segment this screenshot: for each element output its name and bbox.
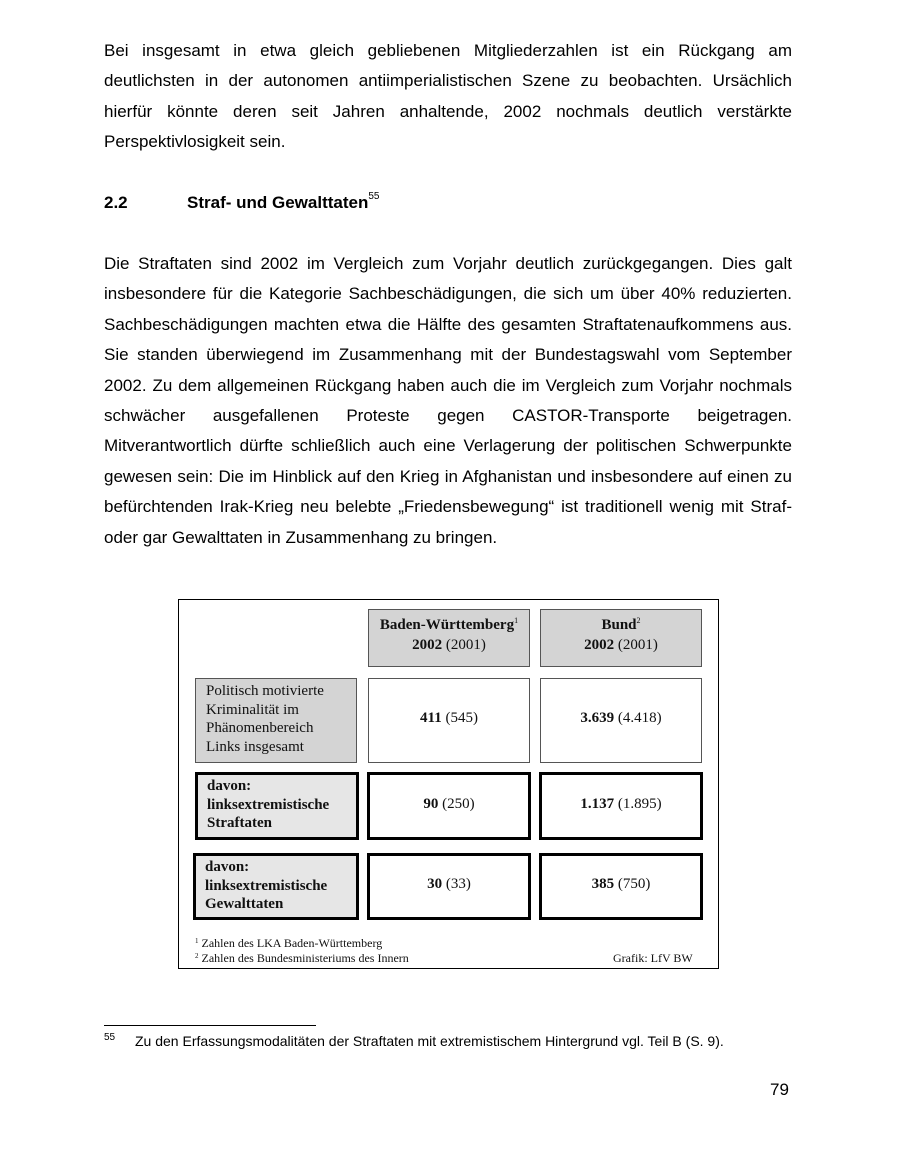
column-header-bund-name: Bund	[601, 617, 637, 633]
row-label-line: Links insgesamt	[206, 738, 304, 755]
section-title: Straf- und Gewalttaten	[187, 193, 369, 212]
value-gewalttaten-bw	[367, 853, 531, 920]
row-label-straftaten	[195, 772, 359, 840]
figure-credit: Grafik: LfV BW	[613, 951, 693, 965]
row-label-line: davon:	[207, 778, 252, 794]
row-label-line: linksextremistische	[205, 877, 328, 894]
value-straftaten-bw	[367, 772, 531, 840]
value-total-bund	[540, 678, 702, 763]
statistics-figure	[178, 599, 719, 969]
column-header-bund-year: 2002	[584, 637, 615, 653]
footnote-text: Zu den Erfassungsmodalitäten der Straftaten mit extremistischem Hintergrund vgl. Teil B (S. 9).	[135, 1033, 724, 1049]
value-current: 1.137	[580, 795, 615, 812]
row-label-line: davon:	[205, 859, 250, 875]
value-current: 385	[591, 876, 615, 892]
value-previous: (4.418)	[617, 710, 662, 726]
value-previous: (33)	[445, 876, 471, 892]
row-label-line: Kriminalität im	[206, 701, 299, 718]
value-total-bw	[368, 678, 530, 763]
value-current: 90	[423, 795, 439, 812]
column-header-bund-sup: 2	[636, 616, 641, 625]
figure-note-mark: 2	[195, 952, 199, 960]
body-paragraph: Die Straftaten sind 2002 im Vergleich zum Vorjahr deutlich zurückgegangen. Dies galt insbesondere für die Kategorie Sachbeschädigungen, die sich um über 40% reduzierten. Sachbeschädigungen machten etwa die Hälfte des gesamten Straftatenaufkommens aus. Sie standen überwiegend im Zusammenhang mit der Bundestagswahl vom September 2002. Zu dem allgemeinen Rückgang haben auch die im Vergleich zum Vorjahr nochmals schwächer ausgefallenen Proteste gegen CASTOR-Transporte beigetragen. Mitverantwortlich dürfte schließlich auch eine Verlagerung der politischen Schwerpunkte gewesen sein: Die im Hinblick auf den Krieg in Afghanistan und insbesondere auf einen zu befürchtenden Irak-Krieg neu belebte „Friedensbewegung“ ist traditionell wenig mit Straf- oder gar Gewalttaten in Zusammenhang zu bringen.	[104, 254, 792, 547]
value-current: 3.639	[580, 710, 615, 726]
row-label-total	[195, 678, 357, 763]
figure-note-1	[195, 936, 382, 951]
column-header-bw	[368, 609, 530, 667]
footnote-separator	[104, 1025, 316, 1026]
page-number: 79	[770, 1080, 789, 1099]
row-label-line: Straftaten	[207, 815, 272, 831]
value-previous: (1.895)	[617, 795, 662, 812]
column-header-bw-name: Baden-Württemberg	[379, 617, 515, 633]
value-gewalttaten-bund	[539, 853, 703, 920]
figure-note-2	[195, 951, 409, 966]
row-label-line: Phänomenbereich	[206, 720, 314, 736]
row-label-line: Politisch motivierte	[206, 683, 324, 699]
intro-paragraph: Bei insgesamt in etwa gleich gebliebenen Mitgliederzahlen ist ein Rückgang am deutlichsten in der autonomen antiimperialistischen Szene zu beobachten. Ursächlich hierfür könnte deren seit Jahren anhaltende, 2002 nochmals deutlich verstärkte Perspektivlosigkeit sein.	[104, 41, 792, 152]
column-header-bw-prev-year: (2001)	[445, 637, 486, 653]
value-current: 30	[427, 876, 443, 892]
row-label-line: Gewalttaten	[205, 896, 284, 912]
column-header-bw-year: 2002	[412, 637, 443, 653]
figure-note-mark: 1	[195, 937, 199, 945]
section-number: 2.2	[104, 193, 128, 212]
value-straftaten-bund	[539, 772, 703, 840]
value-current: 411	[420, 710, 442, 726]
row-label-line: linksextremistische	[207, 796, 330, 813]
column-header-bund-prev-year: (2001)	[617, 637, 658, 653]
value-previous: (545)	[445, 710, 478, 726]
figure-note-text: Zahlen des Bundesministeriums des Innern	[201, 951, 409, 965]
section-footnote-ref[interactable]: 55	[368, 191, 380, 202]
value-previous: (750)	[617, 876, 651, 892]
value-previous: (250)	[442, 795, 475, 812]
footnote-mark: 55	[104, 1032, 116, 1043]
figure-note-text: Zahlen des LKA Baden-Württemberg	[201, 936, 383, 950]
column-header-bund	[540, 609, 702, 667]
row-label-gewalttaten	[193, 853, 359, 920]
column-header-bw-sup: 1	[514, 616, 519, 625]
